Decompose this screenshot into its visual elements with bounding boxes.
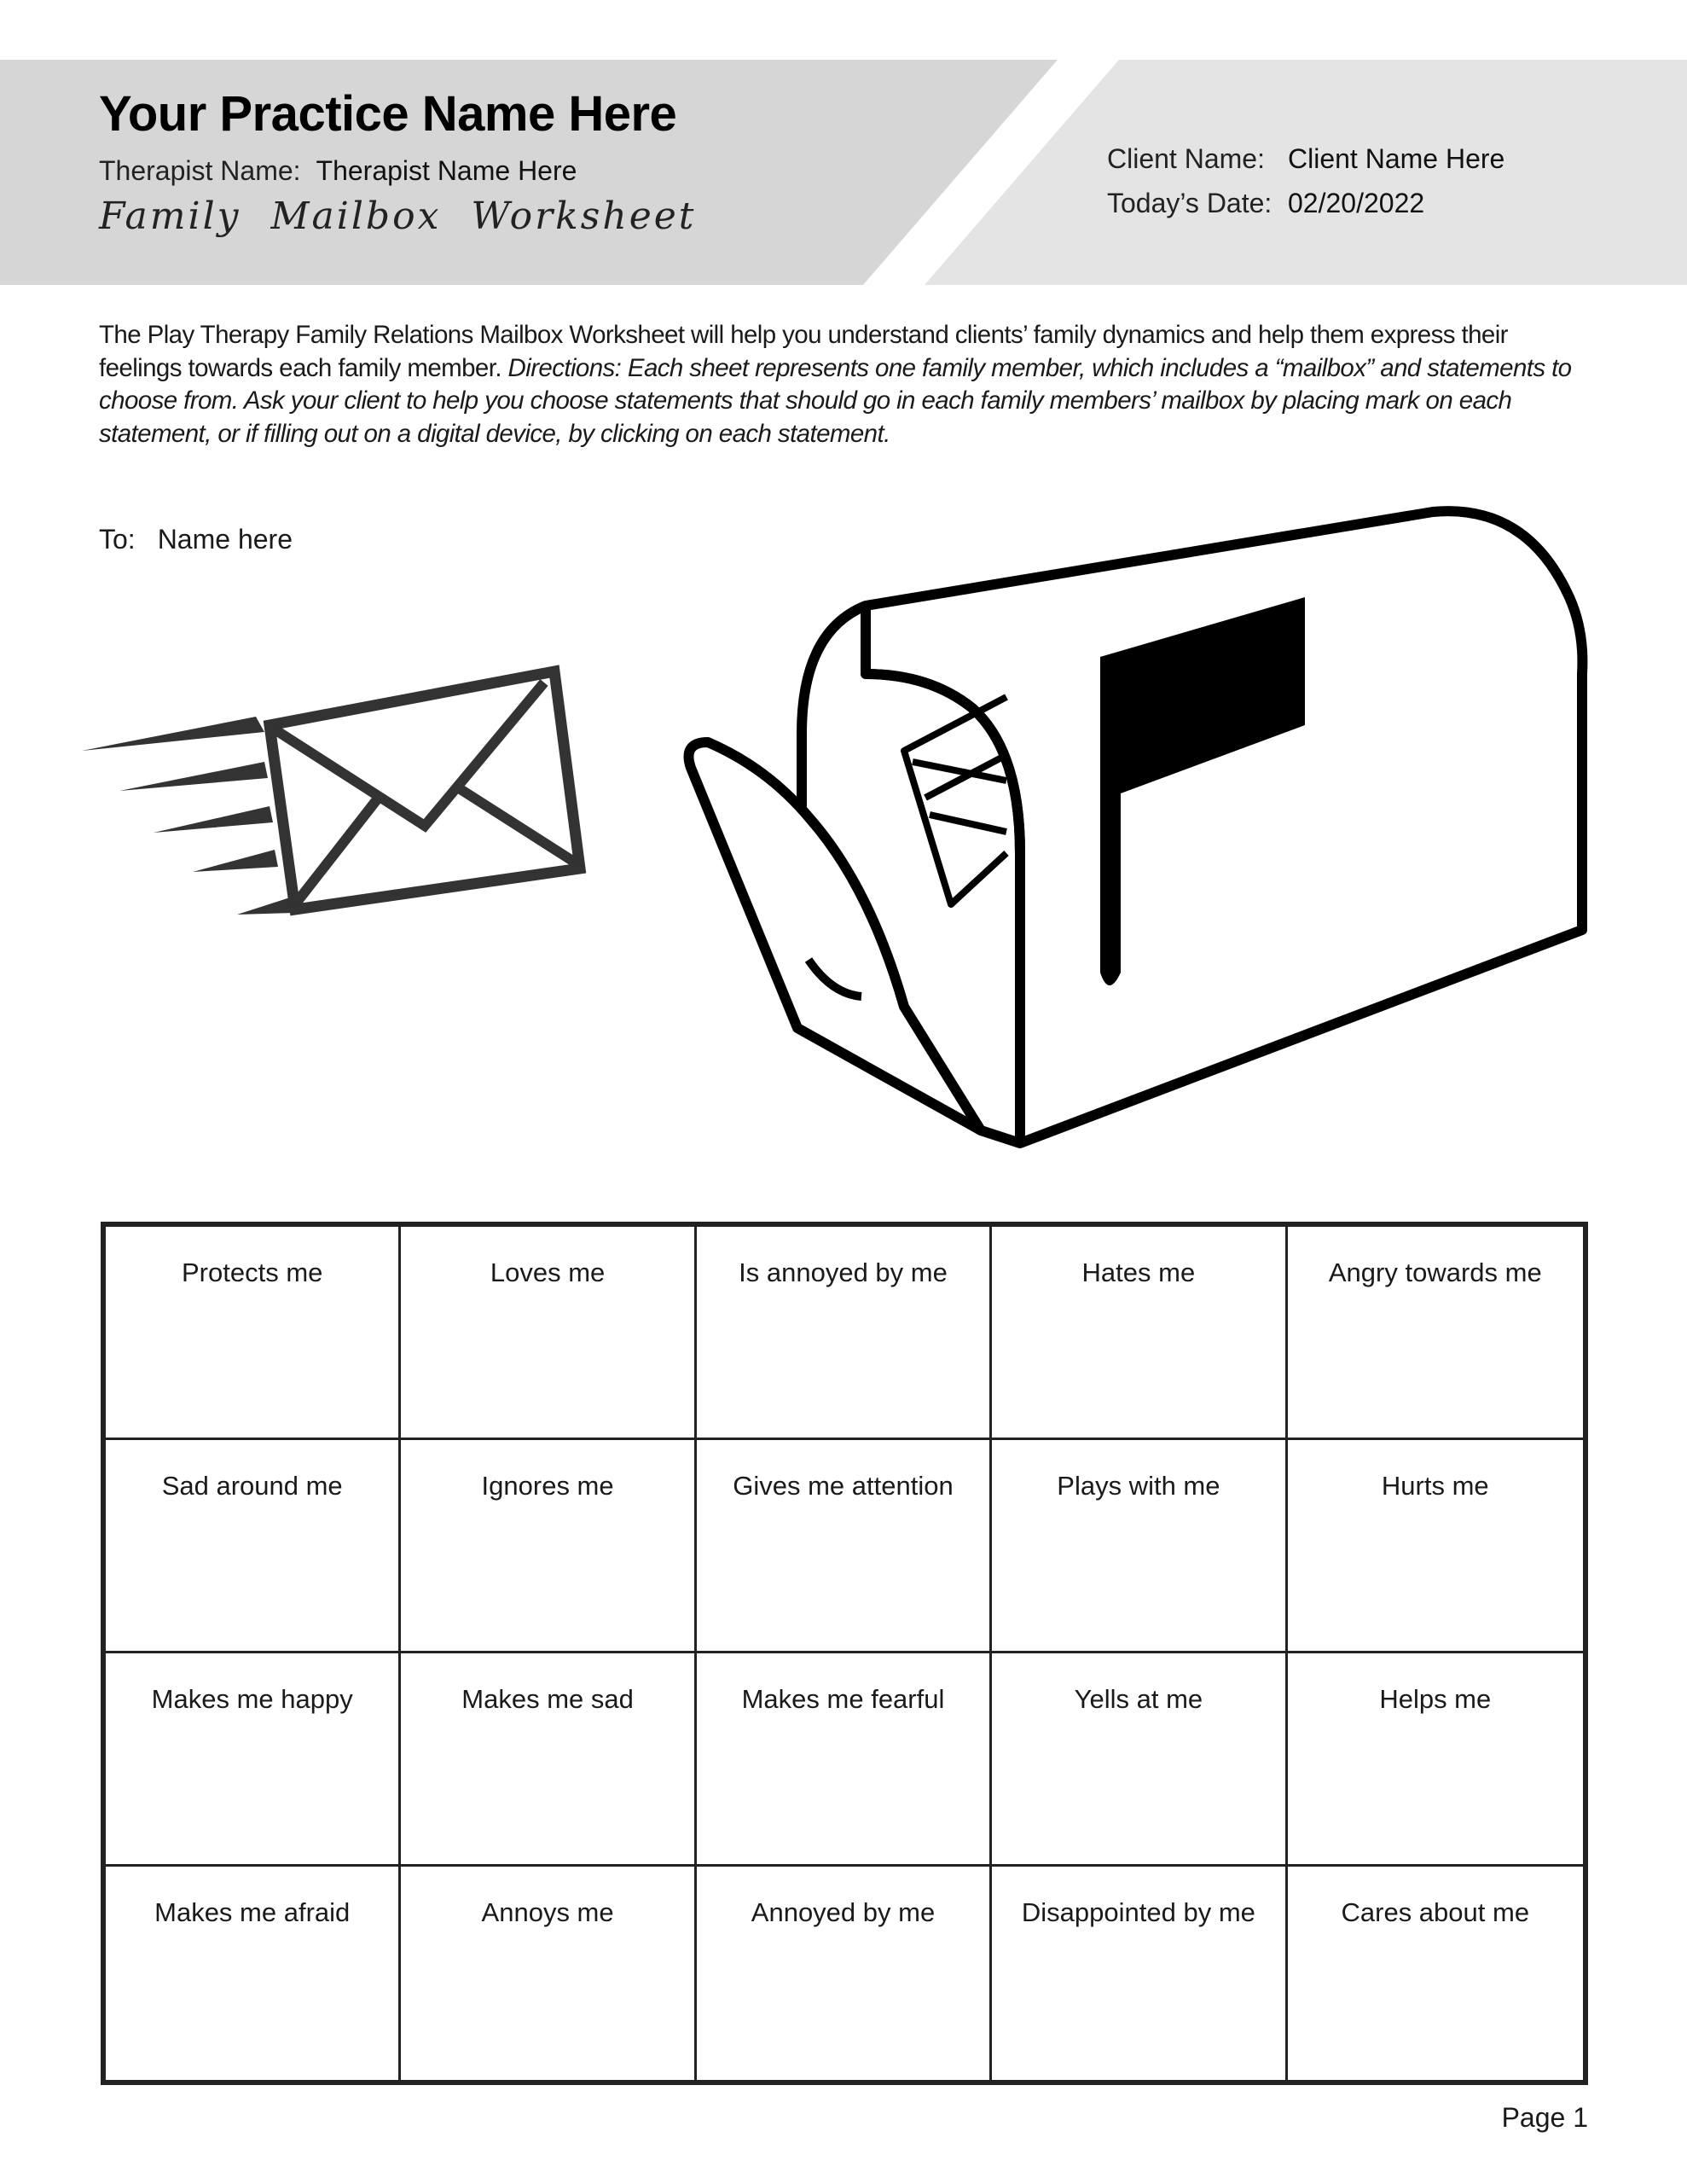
date-label: Today’s Date:: [1107, 188, 1272, 218]
recipient-name-field[interactable]: Name here: [157, 524, 293, 555]
statements-grid: [101, 1222, 1588, 2085]
statement-cell[interactable]: Yells at me: [992, 1653, 1287, 1867]
client-name-field[interactable]: Client Name Here: [1288, 143, 1505, 174]
statement-cell[interactable]: Loves me: [401, 1227, 696, 1440]
statement-cell[interactable]: Makes me happy: [106, 1653, 401, 1867]
statement-cell[interactable]: Protects me: [106, 1227, 401, 1440]
date-row: [1107, 188, 1424, 219]
client-name-label: Client Name:: [1107, 143, 1265, 174]
statement-cell[interactable]: Hurts me: [1288, 1440, 1583, 1653]
statement-cell[interactable]: Gives me attention: [697, 1440, 992, 1653]
statement-cell[interactable]: Makes me sad: [401, 1653, 696, 1867]
intro-paragraph: [99, 319, 1591, 450]
statement-cell[interactable]: Annoys me: [401, 1867, 696, 2080]
statement-cell[interactable]: Plays with me: [992, 1440, 1287, 1653]
recipient-label: To:: [99, 524, 136, 555]
statement-cell[interactable]: Helps me: [1288, 1653, 1583, 1867]
client-name-row: [1107, 143, 1504, 175]
worksheet-title: Family Mailbox Worksheet: [99, 195, 697, 238]
statement-cell[interactable]: Angry towards me: [1288, 1227, 1583, 1440]
mailbox-illustration: [0, 478, 1687, 1160]
statement-cell[interactable]: Makes me fearful: [697, 1653, 992, 1867]
statement-cell[interactable]: Ignores me: [401, 1440, 696, 1653]
page-number: Page 1: [1501, 2102, 1588, 2133]
statement-cell[interactable]: Disappointed by me: [992, 1867, 1287, 2080]
therapist-name-row: [99, 155, 577, 187]
intro-text: The Play Therapy Family Relations Mailbox Worksheet will help you understand clients’ family dynamics and help them express their feelings towards each family member.: [99, 321, 1508, 382]
statement-cell[interactable]: Cares about me: [1341, 1897, 1530, 1927]
statement-cell[interactable]: Sad around me: [106, 1440, 401, 1653]
practice-name: Your Practice Name Here: [99, 86, 677, 142]
statement-cell[interactable]: Makes me afraid: [106, 1867, 401, 2080]
therapist-name-label: Therapist Name:: [99, 155, 301, 186]
flying-envelope-icon: [82, 671, 580, 915]
statement-cell[interactable]: Is annoyed by me: [697, 1227, 992, 1440]
date-field[interactable]: 02/20/2022: [1288, 188, 1425, 218]
therapist-name-field[interactable]: Therapist Name Here: [316, 155, 577, 186]
directions-text: Directions: Each sheet represents one family member, which includes a “mailbox” and statements to choose from. Ask your client to help you choose statements that should go in each family members’ mailbox by placing mark on each statement, or if filling out on a digital device, by clicking on each statement.: [99, 353, 1572, 448]
statement-cell[interactable]: Annoyed by me: [697, 1867, 992, 2080]
mailbox-icon: [689, 511, 1583, 1143]
statement-cell[interactable]: Hates me: [992, 1227, 1287, 1440]
